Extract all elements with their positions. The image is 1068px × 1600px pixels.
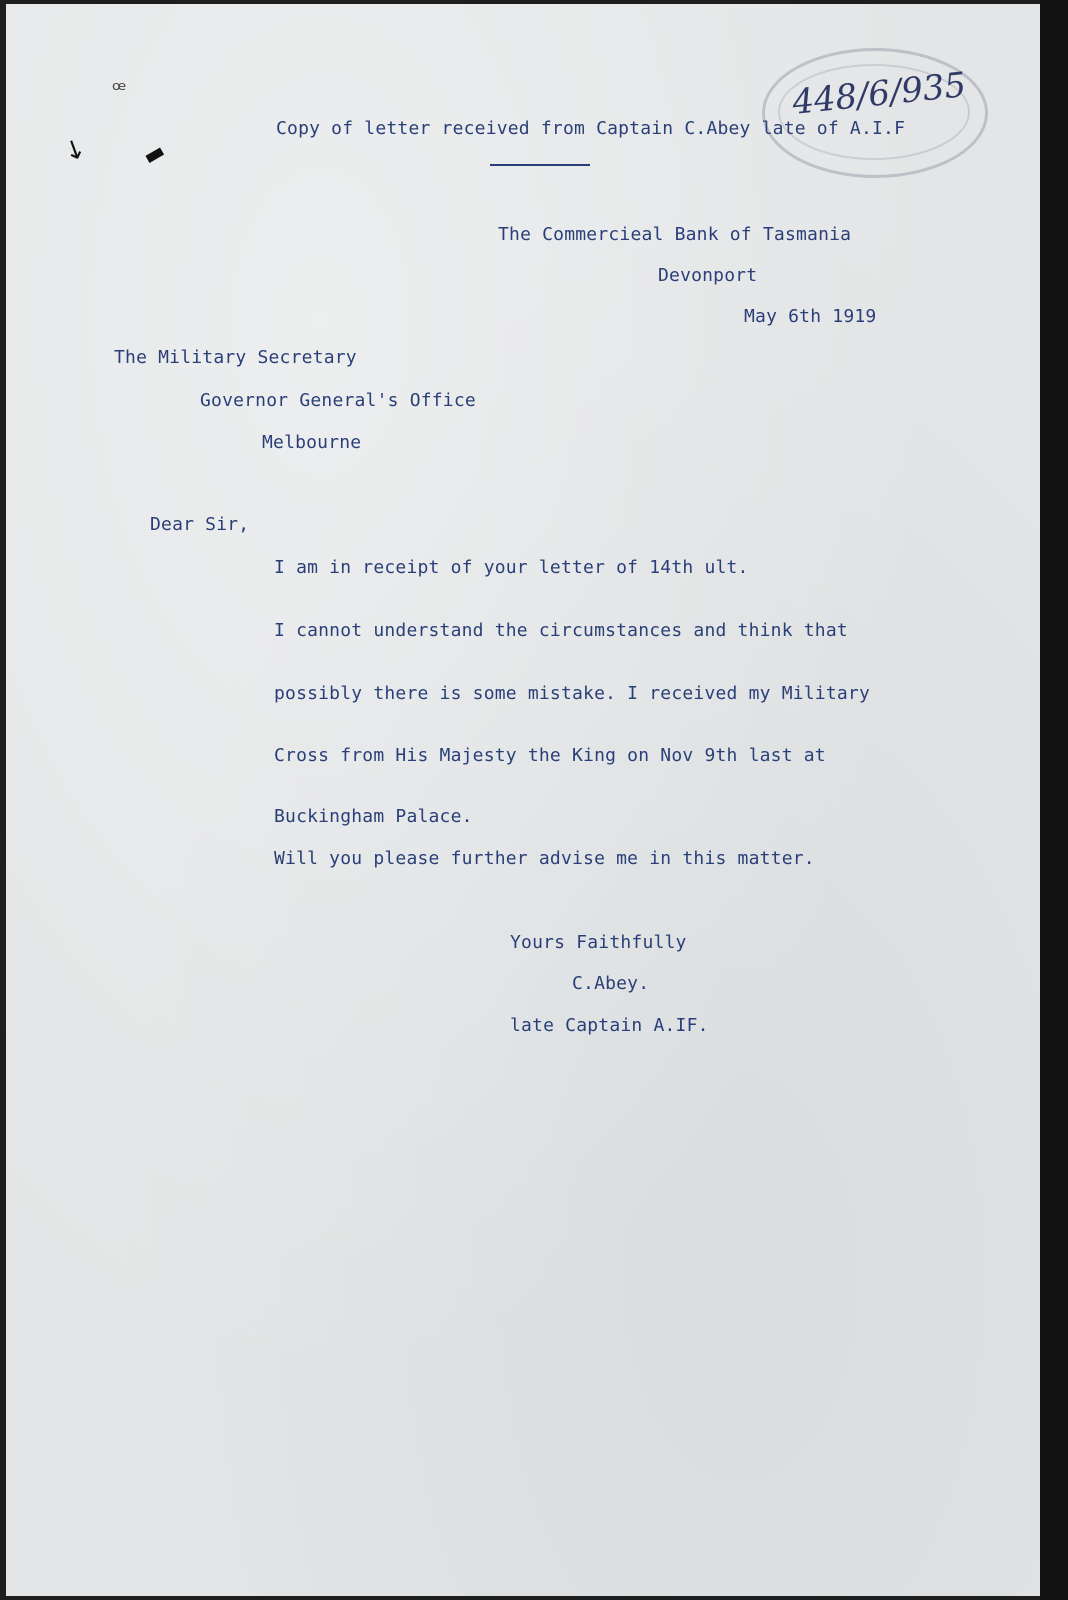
body-line-5: Buckingham Palace. (274, 806, 473, 827)
letter-page (6, 4, 1056, 1596)
margin-mark-top: ꟹ (112, 78, 127, 103)
body-line-2: I cannot understand the circumstances and think that (274, 620, 848, 641)
margin-tick-mark: ↓ (59, 133, 91, 169)
body-line-4: Cross from His Majesty the King on Nov 9th last at (274, 745, 826, 766)
letter-date: May 6th 1919 (744, 306, 877, 327)
sender-town: Devonport (658, 265, 758, 286)
recipient-line-2: Governor General's Office (200, 390, 476, 411)
body-line-3: possibly there is some mistake. I received my Military (274, 683, 870, 704)
signature-title: late Captain A.IF. (510, 1015, 709, 1036)
salutation: Dear Sir, (150, 514, 250, 535)
file-reference-annotation: 448/6/935 (790, 64, 968, 124)
recipient-line-1: The Military Secretary (114, 347, 357, 368)
valediction: Yours Faithfully (510, 932, 687, 953)
recipient-line-3: Melbourne (262, 432, 362, 453)
signature-name: C.Abey. (572, 973, 650, 994)
body-line-6: Will you please further advise me in this matter. (274, 848, 815, 869)
sender-bank-name: The Commercieal Bank of Tasmania (498, 224, 852, 245)
margin-slash-mark: ▬ (139, 138, 170, 171)
scan-border-right (1040, 0, 1068, 1600)
title-underline (490, 164, 590, 166)
document-title: Copy of letter received from Captain C.Abey late of A.I.F (276, 118, 906, 139)
body-line-1: I am in receipt of your letter of 14th ult. (274, 557, 749, 578)
